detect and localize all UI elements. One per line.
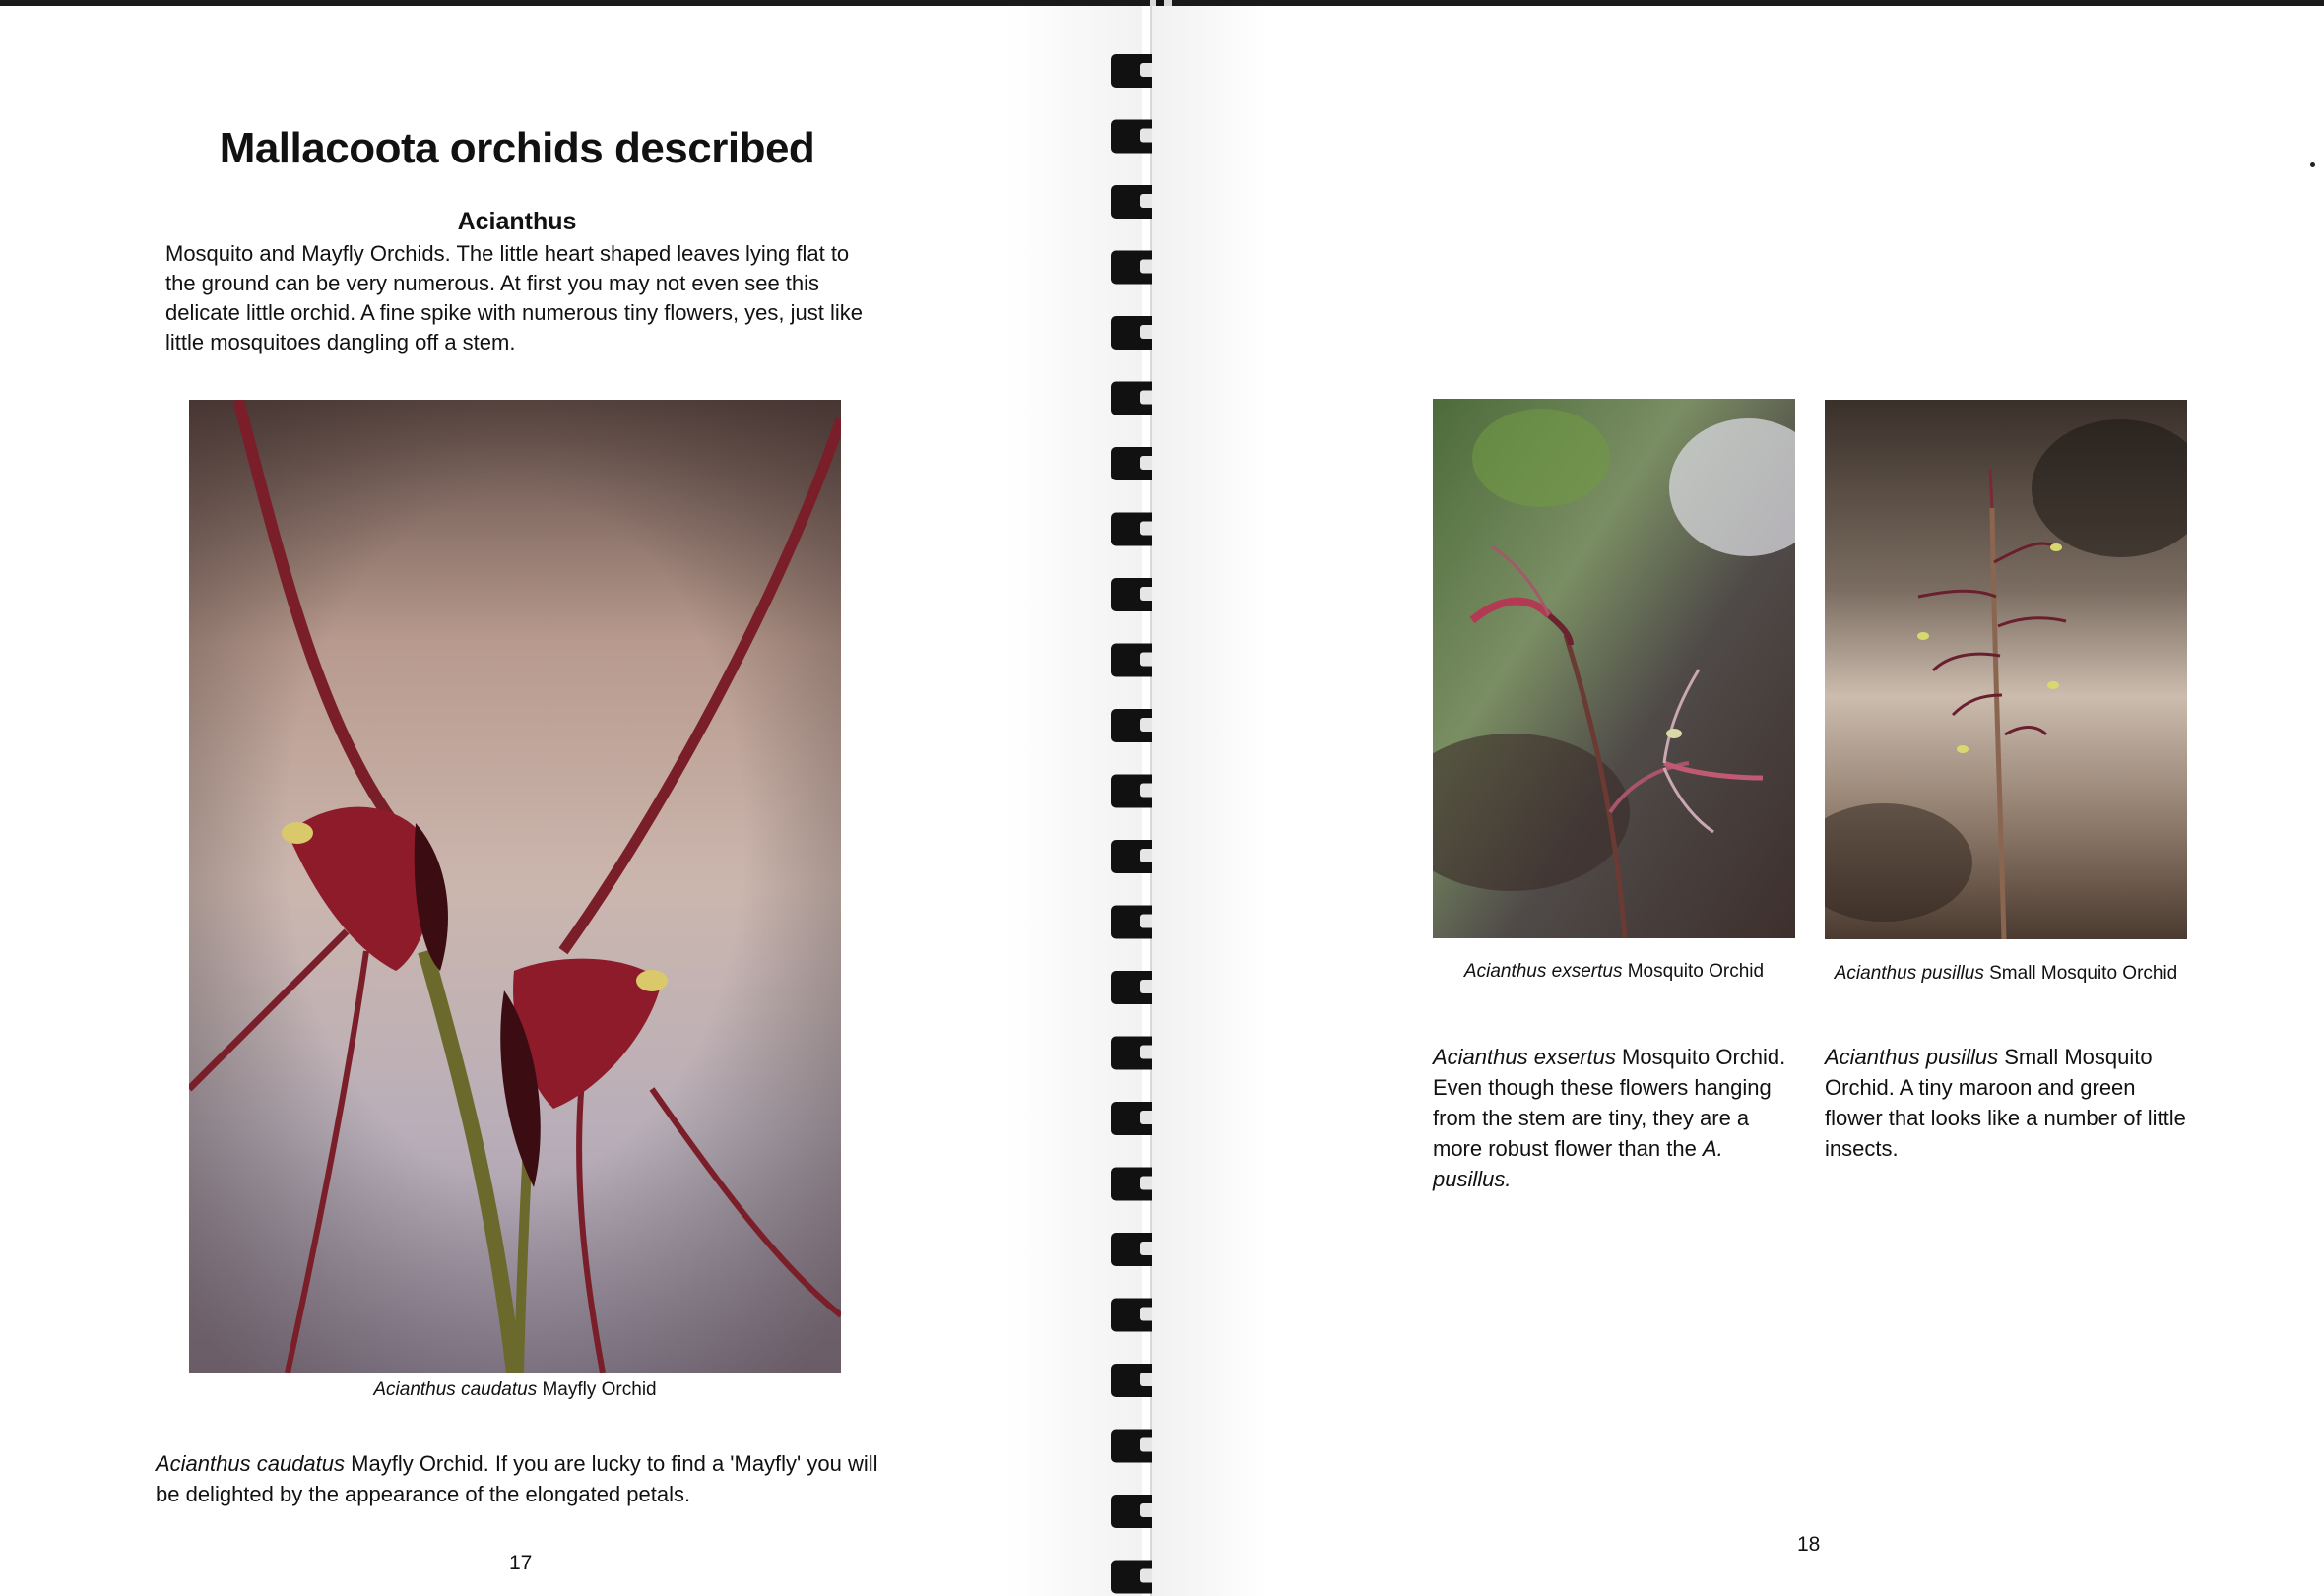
description-species: Acianthus caudatus [156, 1451, 346, 1476]
left-page [0, 6, 1142, 1596]
caption-common-name: Small Mosquito Orchid [1989, 963, 2178, 984]
description-text: Mayfly Orchid. If you are lucky to find a 'Mayfly' you will be delighted by the appearance of the elongated petals. [156, 1451, 878, 1506]
section-heading: Acianthus [457, 208, 577, 235]
mayfly-orchid-image [189, 400, 841, 1373]
mosquito-orchid-image [1433, 399, 1795, 938]
mayfly-orchid-description [156, 1448, 884, 1509]
mayfly-orchid-photo [189, 400, 841, 1373]
page-number: 18 [1797, 1533, 1821, 1556]
description-text: Mosquito Orchid. Even though these flowers hanging from the stem are tiny, they are a more robust flower than the [1433, 1045, 1786, 1161]
small-mosquito-orchid-caption [1825, 963, 2187, 985]
small-mosquito-orchid-photo [1825, 400, 2187, 939]
description-species: Acianthus exsertus [1433, 1045, 1616, 1069]
small-mosquito-orchid-image [1825, 400, 2187, 939]
description-species: Acianthus pusillus [1825, 1045, 1999, 1069]
mosquito-orchid-description [1433, 1042, 1795, 1194]
mosquito-orchid-caption [1433, 961, 1795, 983]
small-mosquito-orchid-description [1825, 1042, 2187, 1164]
description-species-ref: A. pusillus. [1433, 1136, 1723, 1191]
caption-species: Acianthus exsertus [1463, 961, 1623, 982]
caption-species: Acianthus pusillus [1834, 963, 1984, 984]
description-text: Small Mosquito Orchid. A tiny maroon and green flower that looks like a number of little insects. [1825, 1045, 2186, 1161]
page-title: Mallacoota orchids described [219, 124, 815, 172]
caption-species: Acianthus caudatus [373, 1379, 538, 1400]
caption-common-name: Mayfly Orchid [542, 1379, 657, 1400]
mayfly-orchid-caption [189, 1379, 841, 1401]
intro-paragraph: Mosquito and Mayfly Orchids. The little heart shaped leaves lying flat to the ground can be very numerous. At first you may not even see this delicate little orchid. A fine spike with numerous tiny flowers, yes, just like little mosquitoes dangling off a stem. [165, 241, 863, 354]
caption-common-name: Mosquito Orchid [1627, 961, 1765, 982]
speck [2310, 162, 2315, 167]
mosquito-orchid-photo [1433, 399, 1795, 938]
page-number: 17 [509, 1552, 533, 1574]
